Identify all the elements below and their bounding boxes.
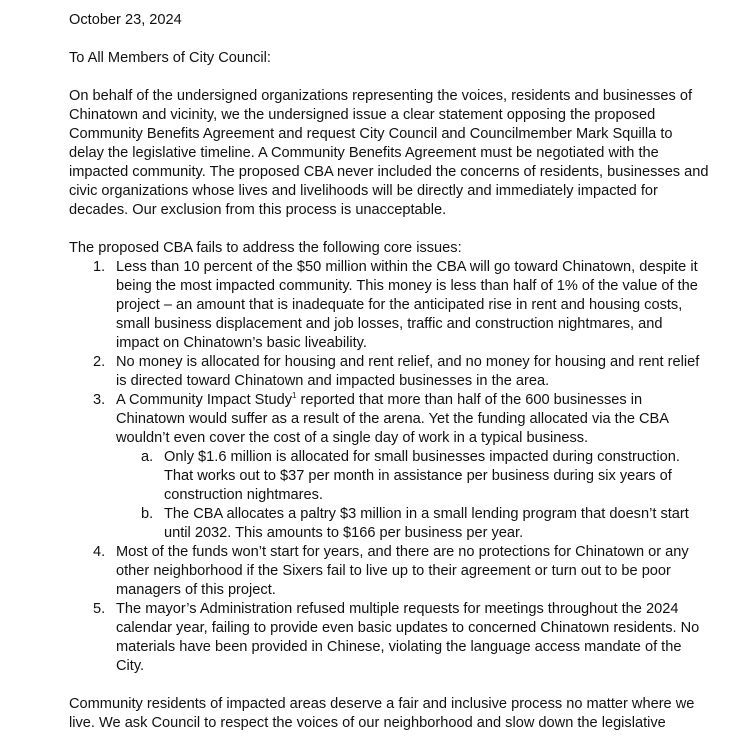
salutation: To All Members of City Council: [69,50,271,66]
issue-item [69,353,709,391]
sub-issue-text: The CBA allocates a paltry $3 million in a small lending program that doesn’t start until 2032. This amounts to $166 per business per year. [164,506,689,541]
sub-issues-list [116,448,709,543]
issue-text: Most of the funds won’t start for years, and there are no protections for Chinatown or any other neighborhood if the Sixers fail to live up to their agreement or turn out to be poor managers of this project. [116,544,689,598]
issue-text: No money is allocated for housing and rent relief, and no money for housing and rent relief is directed toward Chinatown and impacted businesses in the area. [116,354,700,389]
sub-issue-marker: b. [141,506,154,522]
issues-heading: The proposed CBA fails to address the following core issues: [69,240,462,256]
letter-date: October 23, 2024 [69,12,182,28]
footnote-reference[interactable]: 1 [292,391,297,400]
spacer [69,68,709,87]
sub-issue-item [116,505,709,543]
issue-marker: 4. [93,544,106,560]
issue-item [69,600,709,676]
issue-text-before-footnote: A Community Impact Study [116,392,293,408]
spacer [69,676,709,695]
issue-marker: 3. [93,392,106,408]
issue-marker: 5. [93,601,106,617]
issue-text: Less than 10 percent of the $50 million within the CBA will go toward Chinatown, despite it being the most impacted community. This money is less than half of 1% of the value of the project – an amount that is inadequate for the anticipated rise in rent and housing costs, small business displacement and job losses, traffic and construction nightmares, and impact on Chinatown’s basic liveability. [116,259,698,351]
issues-list [69,258,709,676]
sub-issue-text: Only $1.6 million is allocated for small businesses impacted during construction. That works out to $37 per month in assistance per business during six years of construction nightmares. [164,449,680,503]
closing-paragraph: Community residents of impacted areas deserve a fair and inclusive process no matter where we live. We ask Council to respect the voices of our neighborhood and slow down the legislative [69,696,695,731]
issue-item [69,391,709,543]
spacer [69,220,709,239]
issue-marker: 2. [93,354,106,370]
issue-marker: 1. [93,259,106,275]
issue-text: The mayor’s Administration refused multiple requests for meetings throughout the 2024 calendar year, failing to provide even basic updates to concerned Chinatown residents. No materials have been provided in Chinese, violating the language access mandate of the City. [116,601,700,674]
sub-issue-item [116,448,709,505]
spacer [69,30,709,49]
issue-text-after-footnote: reported that more than half of the 600 businesses in Chinatown would suffer as a result of the arena. Yet the funding allocated via the CBA wouldn’t even cover the cost of a single day of work in a typical business. [116,392,669,446]
issue-item [69,543,709,600]
letter-page [69,11,709,733]
issue-item [69,258,709,353]
intro-paragraph: On behalf of the undersigned organizations representing the voices, residents and businesses of Chinatown and vicinity, we the undersigned issue a clear statement opposing the proposed Community Benefits Agreement and request City Council and Councilmember Mark Squilla to delay the legislative timeline. A Community Benefits Agreement must be negotiated with the impacted community. The proposed CBA never included the concerns of residents, businesses and civic organizations whose lives and livelihoods will be directly and immediately impacted for decades. Our exclusion from this process is unacceptable. [69,88,709,218]
sub-issue-marker: a. [141,449,154,465]
